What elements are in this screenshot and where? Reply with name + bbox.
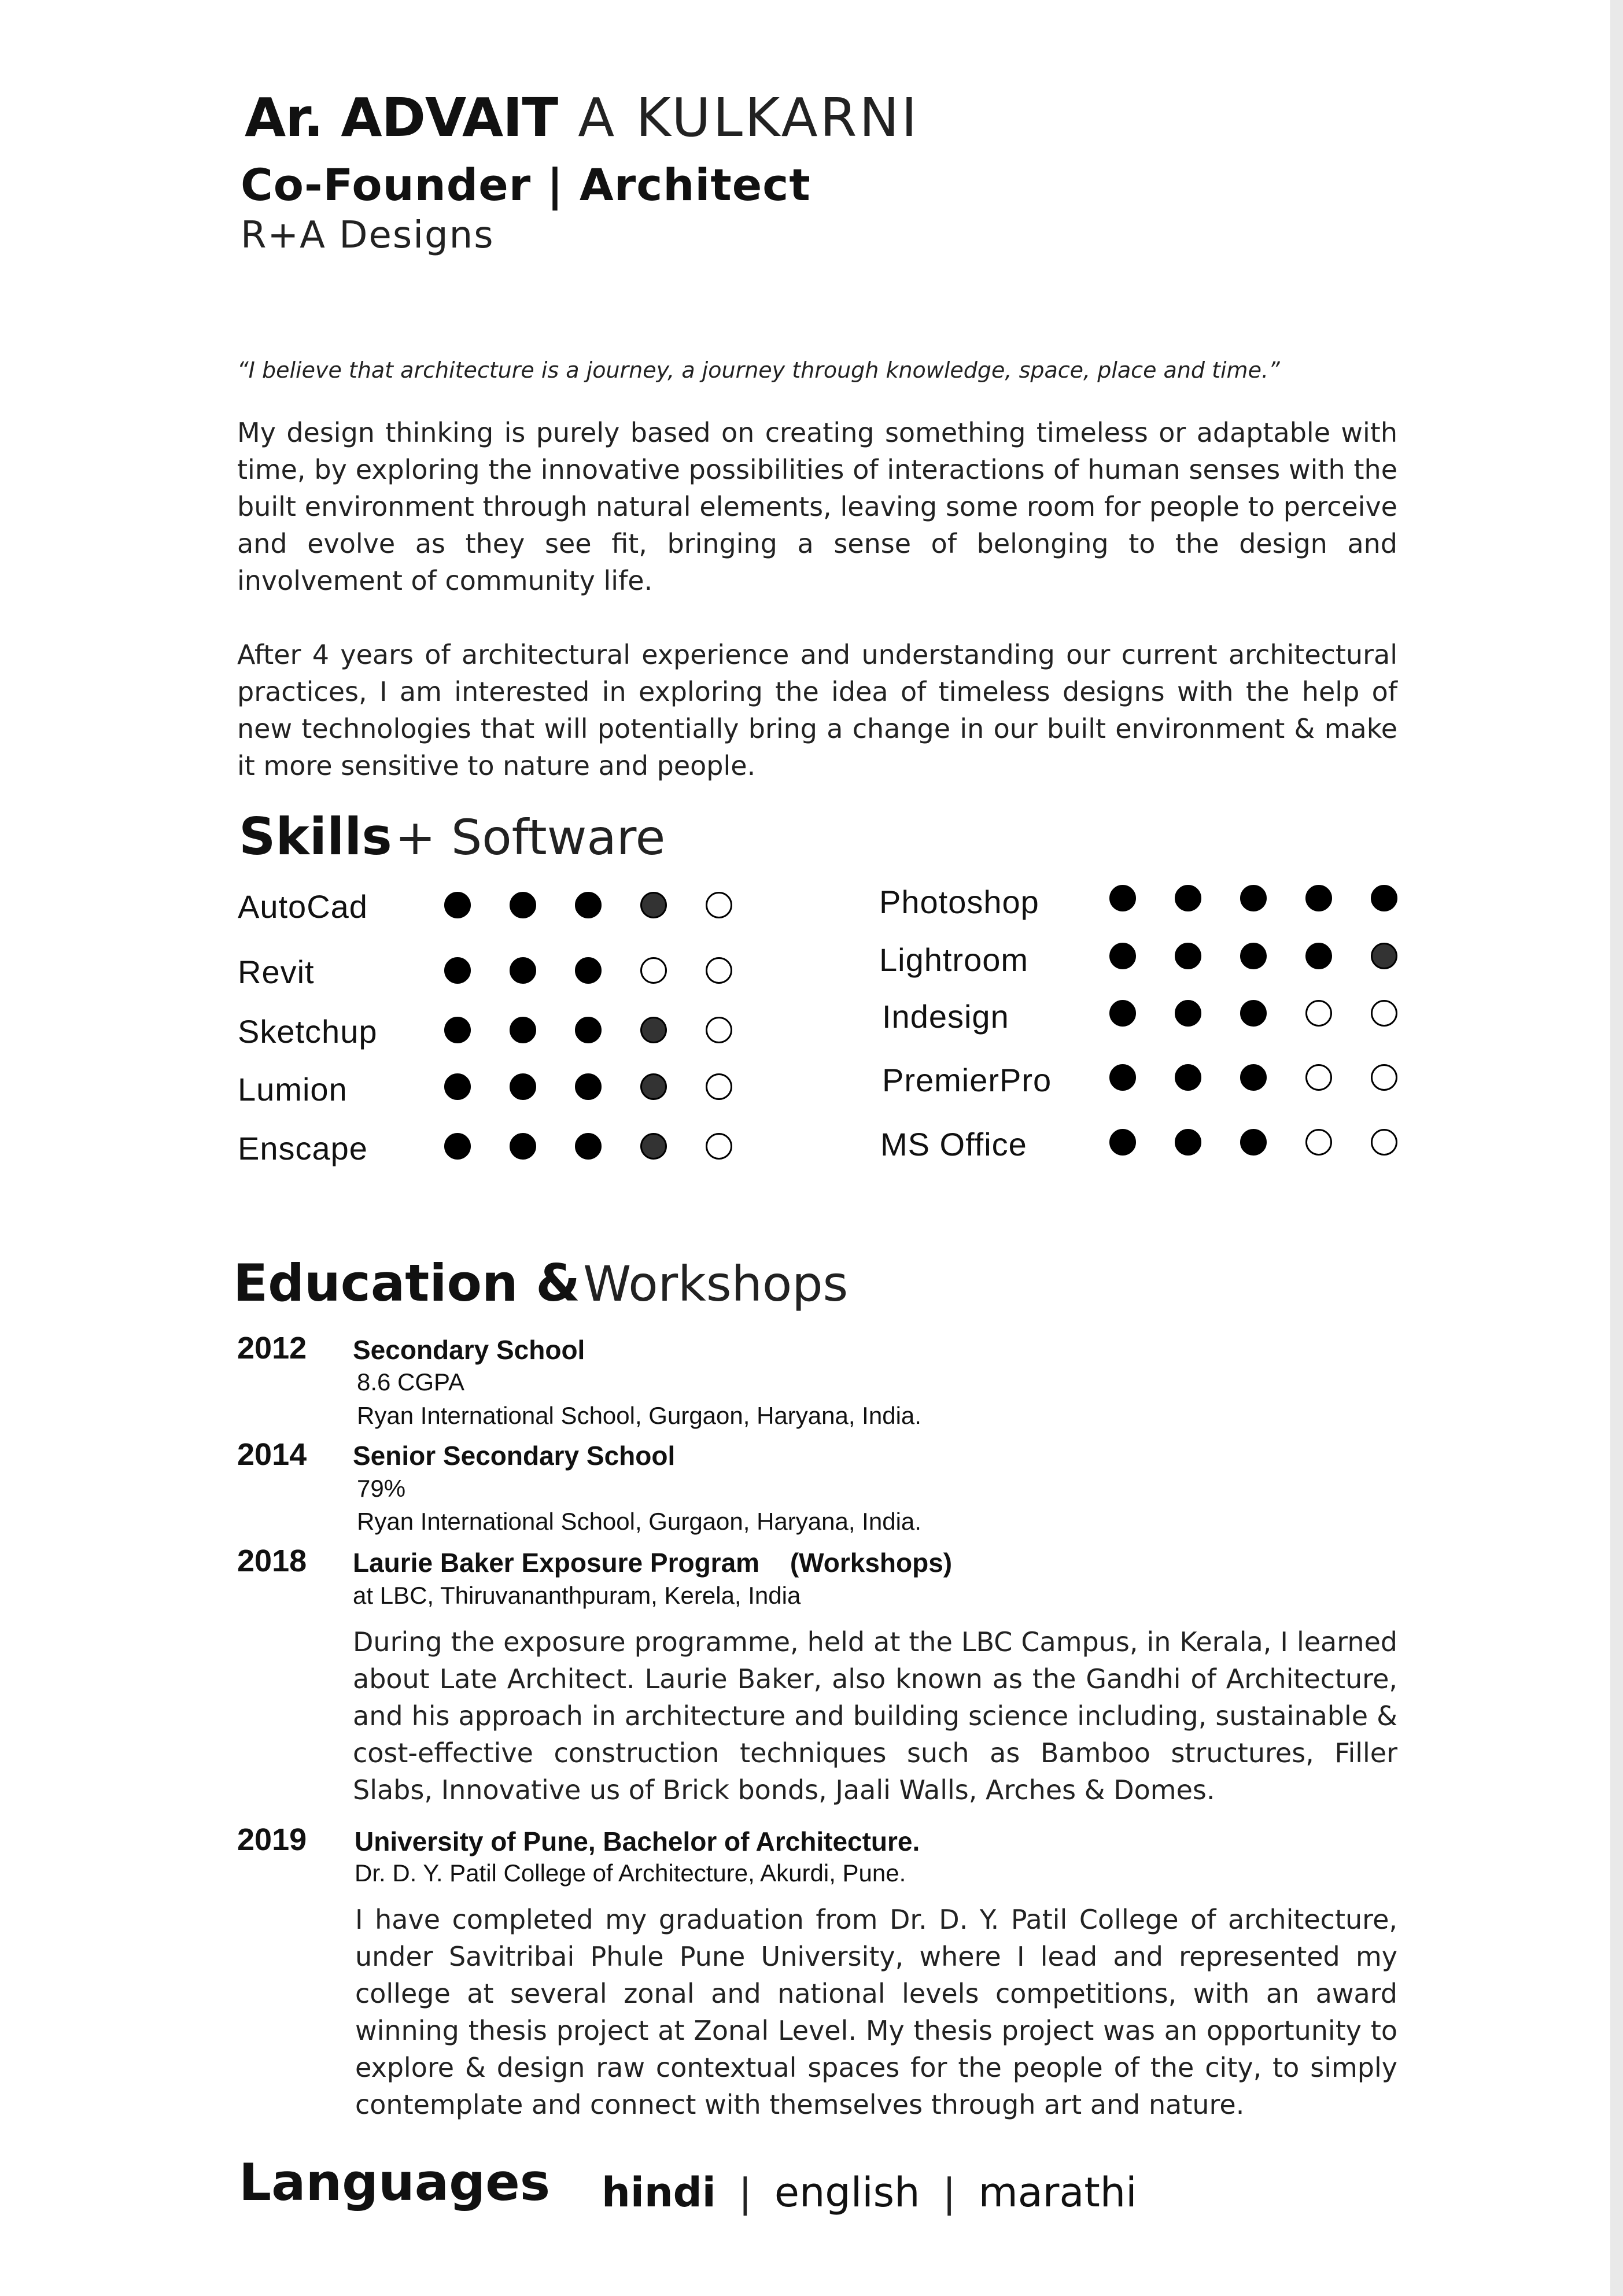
skill-name: Lightroom xyxy=(879,942,1029,978)
name-rest: A KULKARNI xyxy=(578,87,920,149)
skill-rating xyxy=(1109,943,1436,969)
rating-dot-partial xyxy=(640,892,667,918)
skills-heading-bold: Skills xyxy=(239,807,392,866)
education-year: 2019 xyxy=(237,1822,307,1857)
rating-dot-full xyxy=(1109,943,1136,969)
education-title: Senior Secondary School xyxy=(353,1441,676,1471)
rating-dot-empty xyxy=(706,1017,732,1043)
education-year: 2018 xyxy=(237,1544,307,1578)
role-title: Co-Founder | Architect xyxy=(241,159,811,211)
language-item: hindi xyxy=(602,2169,716,2216)
name-prefix: Ar. ADVAIT xyxy=(245,87,558,149)
rating-dot-full xyxy=(1109,1000,1136,1027)
rating-dot-full xyxy=(1175,943,1201,969)
rating-dot-full xyxy=(1305,885,1332,911)
rating-dot-empty xyxy=(1371,1064,1397,1091)
rating-dot-full xyxy=(510,957,536,984)
education-title: Secondary School xyxy=(353,1335,585,1365)
skill-name: PremierPro xyxy=(882,1062,1052,1098)
rating-dot-partial xyxy=(640,1073,667,1100)
education-heading-bold: Education & xyxy=(233,1253,581,1313)
rating-dot-empty xyxy=(706,1133,732,1160)
rating-dot-full xyxy=(575,892,602,918)
philosophy-quote: “I believe that architecture is a journey, a journey through knowledge, space, place and time.” xyxy=(237,357,1280,383)
languages-list xyxy=(602,2169,1137,2216)
rating-dot-full xyxy=(444,1133,471,1160)
rating-dot-full xyxy=(510,1133,536,1160)
rating-dot-full xyxy=(575,957,602,984)
intro-paragraph-1: My design thinking is purely based on creating something timeless or adaptable with time, by exploring the innovative possibilities of interactions of human senses with the built environment through natural elements, leaving some room for people to perceive and evolve as they see fit, bringing a sense of belonging to the design and involvement of community life. xyxy=(237,417,1397,596)
rating-dot-full xyxy=(444,1073,471,1100)
skill-rating xyxy=(444,1073,771,1100)
rating-dot-full xyxy=(1175,1000,1201,1027)
skill-rating xyxy=(444,892,771,918)
rating-dot-full xyxy=(1175,1064,1201,1091)
rating-dot-empty xyxy=(706,957,732,984)
rating-dot-full xyxy=(1109,1064,1136,1091)
education-detail: at LBC, Thiruvananthpuram, Kerela, India xyxy=(353,1582,801,1609)
education-detail: Ryan International School, Gurgaon, Haryana, India. xyxy=(357,1402,921,1429)
rating-dot-full xyxy=(575,1017,602,1043)
skill-name: Sketchup xyxy=(238,1013,378,1050)
education-year: 2014 xyxy=(237,1437,307,1472)
rating-dot-empty xyxy=(1305,1064,1332,1091)
education-detail: 79% xyxy=(357,1475,406,1502)
education-year: 2012 xyxy=(237,1331,307,1365)
skill-rating xyxy=(1109,885,1436,911)
skills-heading xyxy=(239,807,665,866)
education-description: I have completed my graduation from Dr. D. Y. Patil College of architecture, under Savitribai Phule Pune University, where I lead and represented my college at several zonal and national levels competitions, with an award winning thesis project at Zonal Level. My thesis project was an opportunity to explore & design raw contextual spaces for the people of the city, to simply contemplate and connect with themselves through art and nature. xyxy=(355,1904,1397,2120)
education-title: Laurie Baker Exposure Program xyxy=(353,1548,760,1578)
rating-dot-partial xyxy=(640,1133,667,1160)
rating-dot-empty xyxy=(1371,1000,1397,1027)
name-heading xyxy=(245,87,919,149)
rating-dot-full xyxy=(1240,1064,1267,1091)
education-title: University of Pune, Bachelor of Architecture. xyxy=(355,1826,920,1856)
intro-paragraph-2: After 4 years of architectural experience and understanding our current architectural practices, I am interested in exploring the idea of timeless designs with the help of new technologies that will potentially bring a change in our built environment & make it more sensitive to nature and people. xyxy=(237,639,1397,781)
rating-dot-full xyxy=(510,1073,536,1100)
skill-name: MS Office xyxy=(880,1126,1027,1162)
skill-rating xyxy=(444,1017,771,1043)
rating-dot-full xyxy=(1305,943,1332,969)
rating-dot-full xyxy=(1240,1129,1267,1156)
skill-rating xyxy=(1109,1000,1436,1027)
company-name: R+A Designs xyxy=(241,214,495,257)
education-detail: Dr. D. Y. Patil College of Architecture, Akurdi, Pune. xyxy=(355,1859,906,1887)
rating-dot-full xyxy=(1371,885,1397,911)
skill-rating xyxy=(1109,1064,1436,1091)
skill-name: Lumion xyxy=(238,1071,348,1108)
language-separator: | xyxy=(738,2171,752,2216)
rating-dot-empty xyxy=(1371,1129,1397,1156)
education-description: During the exposure programme, held at the LBC Campus, in Kerala, I learned about Late Architect. Laurie Baker, also known as the Gandhi of Architecture, and his approach in architecture and building science including, sustainable & cost-effective construction techniques such as Bamboo structures, Filler Slabs, Innovative us of Brick bonds, Jaali Walls, Arches & Domes. xyxy=(353,1626,1397,1806)
education-heading xyxy=(233,1253,848,1313)
rating-dot-full xyxy=(1109,885,1136,911)
rating-dot-full xyxy=(1240,943,1267,969)
rating-dot-empty xyxy=(640,957,667,984)
rating-dot-empty xyxy=(706,1073,732,1100)
skill-rating xyxy=(444,1133,771,1160)
language-separator: | xyxy=(942,2171,956,2216)
skill-name: AutoCad xyxy=(238,888,368,925)
language-item: marathi xyxy=(978,2169,1137,2216)
rating-dot-full xyxy=(1109,1129,1136,1156)
skill-name: Indesign xyxy=(882,998,1009,1035)
rating-dot-full xyxy=(444,957,471,984)
rating-dot-full xyxy=(575,1133,602,1160)
skill-name: Revit xyxy=(238,954,315,990)
page-edge xyxy=(1610,0,1623,2296)
skill-rating xyxy=(1109,1129,1436,1156)
rating-dot-full xyxy=(444,1017,471,1043)
education-title-row xyxy=(353,1547,952,1578)
skills-heading-light: + Software xyxy=(394,809,666,866)
rating-dot-full xyxy=(1240,1000,1267,1027)
rating-dot-partial xyxy=(1371,943,1397,969)
rating-dot-full xyxy=(444,892,471,918)
rating-dot-full xyxy=(510,892,536,918)
skill-name: Photoshop xyxy=(879,884,1039,920)
rating-dot-full xyxy=(510,1017,536,1043)
skill-name: Enscape xyxy=(238,1130,368,1167)
rating-dot-full xyxy=(575,1073,602,1100)
rating-dot-empty xyxy=(706,892,732,918)
skill-rating xyxy=(444,957,771,984)
languages-heading: Languages xyxy=(239,2153,551,2212)
rating-dot-full xyxy=(1240,885,1267,911)
rating-dot-partial xyxy=(640,1017,667,1043)
rating-dot-empty xyxy=(1305,1129,1332,1156)
education-tag: (Workshops) xyxy=(790,1548,953,1578)
rating-dot-empty xyxy=(1305,1000,1332,1027)
rating-dot-full xyxy=(1175,885,1201,911)
education-heading-light: Workshops xyxy=(583,1256,849,1312)
education-detail: 8.6 CGPA xyxy=(357,1368,464,1396)
education-detail: Ryan International School, Gurgaon, Haryana, India. xyxy=(357,1508,921,1535)
rating-dot-full xyxy=(1175,1129,1201,1156)
language-item: english xyxy=(774,2169,920,2216)
